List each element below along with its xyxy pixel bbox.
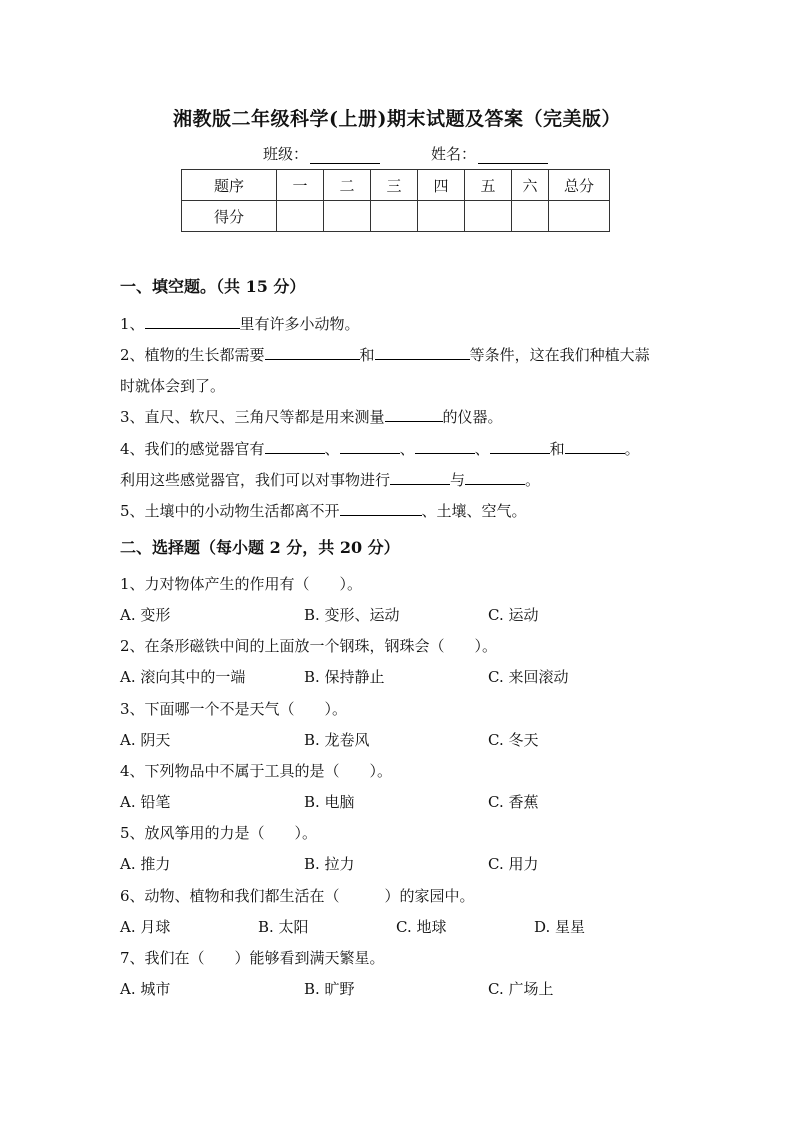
fill-question-3	[120, 406, 503, 427]
fill-question-5	[120, 500, 527, 521]
choice-option[interactable]: A. 推力	[120, 855, 171, 873]
answer-blank[interactable]	[465, 469, 525, 485]
choice-option[interactable]: B. 保持静止	[304, 668, 385, 686]
answer-blank[interactable]	[390, 469, 450, 485]
score-cell[interactable]	[324, 201, 371, 232]
choice-option[interactable]: A. 月球	[120, 918, 171, 936]
choice-question-stem: 6、动物、植物和我们都生活在（ ）的家园中。	[120, 887, 475, 905]
choice-option[interactable]: A. 变形	[120, 606, 171, 624]
score-header-cell: 四	[418, 170, 465, 201]
separator: 、	[324, 440, 340, 458]
answer-blank[interactable]	[385, 406, 443, 422]
answer-blank[interactable]	[565, 438, 625, 454]
name-label: 姓名：	[431, 145, 477, 163]
question-text: 2、植物的生长都需要	[120, 346, 265, 364]
answer-blank[interactable]	[145, 313, 240, 329]
choice-question-stem: 1、力对物体产生的作用有（ ）。	[120, 575, 363, 593]
question-text: 、土壤、空气。	[421, 502, 527, 520]
score-table	[181, 169, 610, 232]
question-text: 等条件，这在我们种植大蒜	[469, 346, 650, 364]
question-text: 4、我们的感觉器官有	[120, 440, 265, 458]
choice-option[interactable]: B. 龙卷风	[304, 731, 370, 749]
choice-question-stem: 2、在条形磁铁中间的上面放一个钢珠，钢珠会（ ）。	[120, 637, 498, 655]
separator: 、	[399, 440, 415, 458]
score-header-cell: 二	[324, 170, 371, 201]
score-cell[interactable]	[512, 201, 549, 232]
period: 。	[525, 471, 541, 489]
choice-option[interactable]: B. 拉力	[304, 855, 355, 873]
question-text: 里有许多小动物。	[239, 315, 360, 333]
class-blank[interactable]	[310, 147, 380, 164]
choice-option[interactable]: A. 滚向其中的一端	[120, 668, 246, 686]
answer-blank[interactable]	[340, 438, 400, 454]
section-1-heading: 一、填空题。（共 15 分）	[120, 277, 306, 296]
question-text: 5、土壤中的小动物生活都离不开	[120, 502, 340, 520]
choice-option[interactable]: C. 冬天	[488, 731, 539, 749]
choice-option[interactable]: D. 星星	[534, 918, 586, 936]
choice-option[interactable]: A. 城市	[120, 980, 171, 998]
answer-blank[interactable]	[265, 344, 360, 360]
score-header-cell: 题序	[182, 170, 277, 201]
question-text: 的仪器。	[442, 408, 503, 426]
choice-option[interactable]: A. 铅笔	[120, 793, 171, 811]
choice-option[interactable]: C. 地球	[396, 918, 447, 936]
choice-option[interactable]: C. 来回滚动	[488, 668, 569, 686]
class-label: 班级：	[263, 145, 309, 163]
answer-blank[interactable]	[375, 344, 470, 360]
score-cell[interactable]	[371, 201, 418, 232]
fill-question-4-cont	[120, 469, 540, 490]
choice-option[interactable]: B. 变形、运动	[304, 606, 400, 624]
choice-option[interactable]: C. 运动	[488, 606, 539, 624]
score-row-label: 得分	[182, 201, 277, 232]
score-header-cell: 五	[465, 170, 512, 201]
score-cell[interactable]	[277, 201, 324, 232]
question-number: 1、	[120, 315, 145, 333]
answer-blank[interactable]	[340, 500, 422, 516]
score-header-row	[182, 170, 610, 201]
score-header-cell: 一	[277, 170, 324, 201]
score-cell[interactable]	[465, 201, 512, 232]
choice-option[interactable]: B. 太阳	[258, 918, 309, 936]
fill-question-2	[120, 344, 650, 365]
score-cell[interactable]	[549, 201, 610, 232]
question-text: 3、直尺、软尺、三角尺等都是用来测量	[120, 408, 385, 426]
answer-blank[interactable]	[490, 438, 550, 454]
separator: 、	[474, 440, 490, 458]
period: 。	[624, 440, 640, 458]
question-text: 和	[359, 346, 375, 364]
choice-option[interactable]: C. 香蕉	[488, 793, 539, 811]
choice-option[interactable]: B. 电脑	[304, 793, 355, 811]
score-value-row	[182, 201, 610, 232]
conjunction: 和	[549, 440, 565, 458]
fill-question-2-cont	[120, 375, 225, 396]
choice-question-stem: 5、放风筝用的力是（ ）。	[120, 824, 318, 842]
answer-blank[interactable]	[415, 438, 475, 454]
name-blank[interactable]	[478, 147, 548, 164]
conjunction: 与	[450, 471, 466, 489]
score-header-cell: 六	[512, 170, 549, 201]
question-text: 利用这些感觉器官，我们可以对事物进行	[120, 471, 391, 489]
section-2-heading: 二、选择题（每小题 2 分，共 20 分）	[120, 538, 400, 557]
choice-option[interactable]: C. 广场上	[488, 980, 554, 998]
choice-option[interactable]: C. 用力	[488, 855, 539, 873]
choice-option[interactable]: B. 旷野	[304, 980, 355, 998]
fill-question-1	[120, 313, 360, 334]
score-header-cell: 三	[371, 170, 418, 201]
page-title: 湘教版二年级科学(上册)期末试题及答案（完美版）	[173, 108, 621, 130]
choice-question-stem: 4、下列物品中不属于工具的是（ ）。	[120, 762, 393, 780]
fill-question-4	[120, 438, 640, 459]
question-text: 时就体会到了。	[120, 377, 226, 395]
choice-question-stem: 3、下面哪一个不是天气（ ）。	[120, 700, 348, 718]
name-field	[431, 143, 548, 164]
answer-blank[interactable]	[265, 438, 325, 454]
score-header-cell: 总分	[549, 170, 610, 201]
score-cell[interactable]	[418, 201, 465, 232]
choice-question-stem: 7、我们在（ ）能够看到满天繁星。	[120, 949, 385, 967]
choice-option[interactable]: A. 阴天	[120, 731, 171, 749]
class-field	[263, 143, 380, 164]
